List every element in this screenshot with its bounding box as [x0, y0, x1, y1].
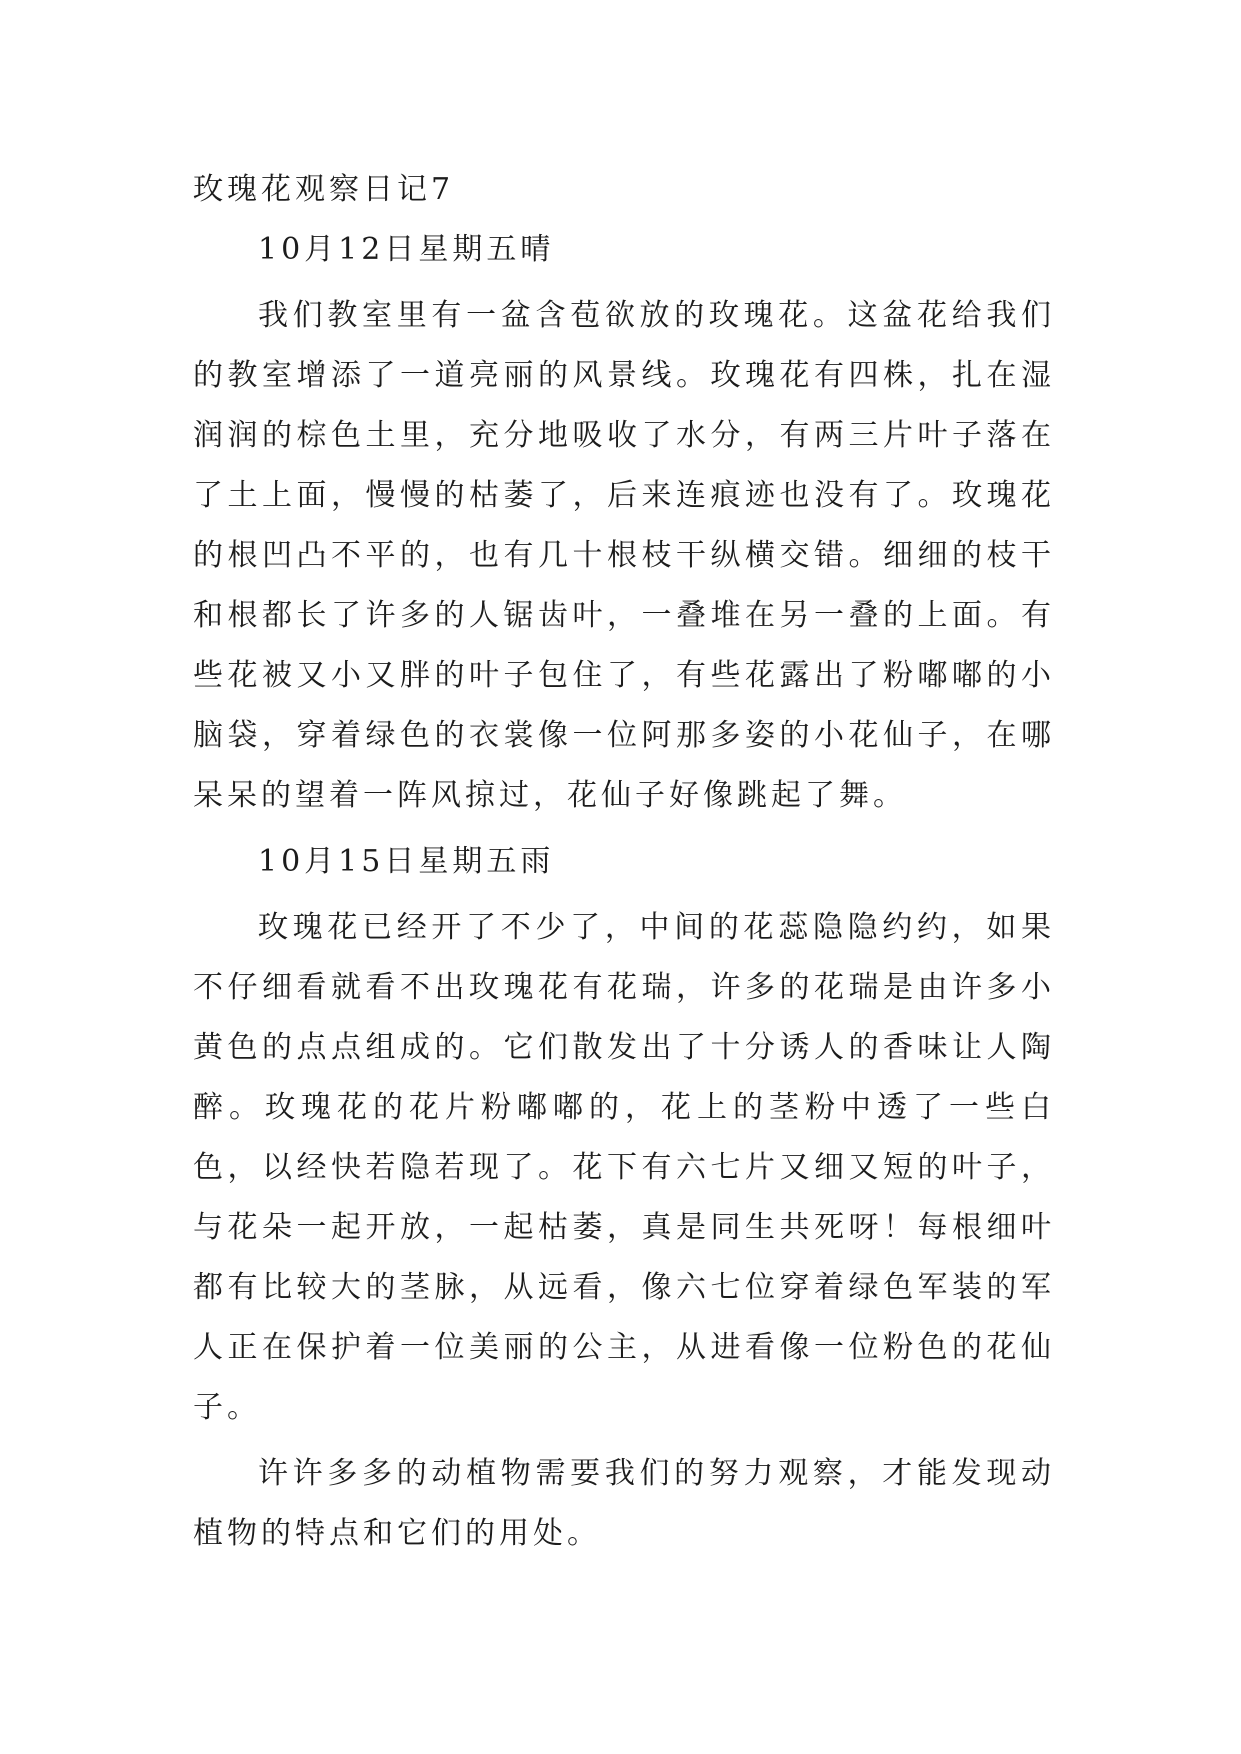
entry-paragraph: 玫瑰花已经开了不少了，中间的花蕊隐隐约约，如果不仔细看就看不出玫瑰花有花瑞，许多的花瑞是由许多小黄色的点点组成的。它们散发出了十分诱人的香味让人陶醉。玫瑰花的花片粉嘟嘟的，花上的茎粉中透了一些白色，以经快若隐若现了。花下有六七片又细又短的叶子，与花朵一起开放，一起枯萎，真是同生共死呀！每根细叶都有比较大的茎脉，从远看，像六七位穿着绿色军装的军人正在保护着一位美丽的公主，从进看像一位粉色的花仙子。: [193, 910, 1055, 1425]
closing-paragraph: 许许多多的动植物需要我们的努力观察，才能发现动植物的特点和它们的用处。: [193, 1456, 1055, 1551]
entry-date: 10月12日星期五晴: [258, 232, 555, 267]
document-title: 玫瑰花观察日记7: [193, 172, 455, 207]
entry-paragraph: 我们教室里有一盆含苞欲放的玫瑰花。这盆花给我们的教室增添了一道亮丽的风景线。玫瑰花有四株，扎在湿润润的棕色土里，充分地吸收了水分，有两三片叶子落在了土上面，慢慢的枯萎了，后来连痕迹也没有了。玫瑰花的根凹凸不平的，也有几十根枝干纵横交错。细细的枝干和根都长了许多的人锯齿叶，一叠堆在另一叠的上面。有些花被又小又胖的叶子包住了，有些花露出了粉嘟嘟的小脑袋，穿着绿色的衣裳像一位阿那多姿的小花仙子，在哪呆呆的望着一阵风掠过，花仙子好像跳起了舞。: [193, 298, 1055, 813]
document-body: [193, 160, 1055, 1564]
entry-date: 10月15日星期五雨: [258, 844, 555, 879]
